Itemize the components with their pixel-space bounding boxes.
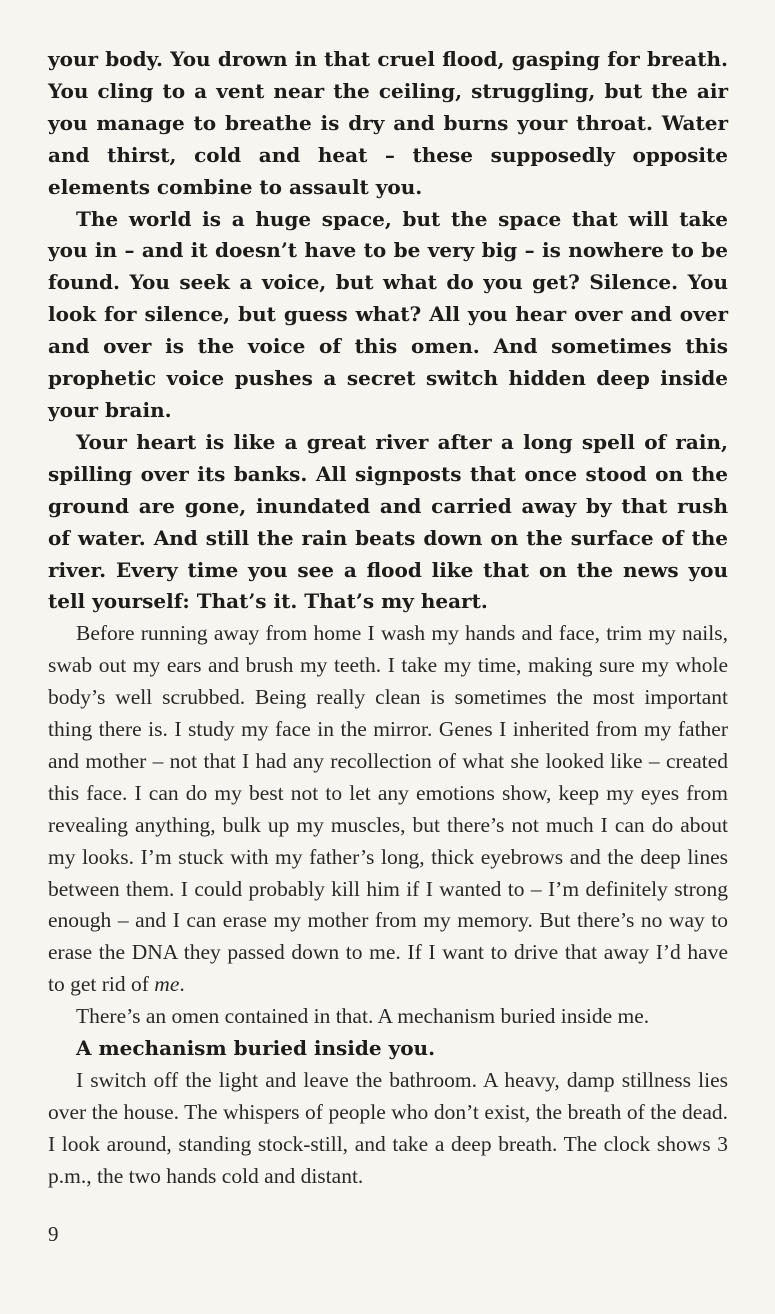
page-body-text <box>48 44 728 1193</box>
page-number: 9 <box>48 1222 59 1246</box>
paragraph-5: There’s an omen contained in that. A mechanism buried inside me. <box>76 1004 650 1029</box>
paragraph-6: A mechanism buried inside you. <box>76 1036 436 1061</box>
italic-word: me <box>154 972 180 997</box>
paragraph-3: Your heart is like a great river after a long spell of rain, spilling over its banks. All signposts that once stood on the ground are gone, inundated and carried away by that rush of water. And still the rain beats down on the surface of the river. Every time you see a flood like that on the news you tell yourself: That’s it. That’s my heart. <box>48 429 728 614</box>
paragraph-1: your body. You drown in that cruel flood, gasping for breath. You cling to a vent near the ceiling, struggling, but the air you manage to breathe is dry and burns your throat. Water and thirst, cold and heat – these supposedly opposite elements combine to assault you. <box>48 47 728 199</box>
paragraph-2: The world is a huge space, but the space that will take you in – and it doesn’t have to be very big – is nowhere to be found. You seek a voice, but what do you get? Silence. You look for silence, but guess what? All you hear over and over and over is the voice of this omen. And sometimes this prophetic voice pushes a secret switch hidden deep inside your brain. <box>48 206 728 422</box>
paragraph-7: I switch off the light and leave the bathroom. A heavy, damp stillness lies over the house. The whispers of people who don’t exist, the breath of the dead. I look around, standing stock-still, and take a deep breath. The clock shows 3 p.m., the two hands cold and distant. <box>48 1068 728 1188</box>
paragraph-4 <box>48 618 728 1001</box>
sentence-end: . <box>179 972 185 997</box>
paragraph-4-text: Before running away from home I wash my hands and face, trim my nails, swab out my ears and brush my teeth. I take my time, making sure my whole body’s well scrubbed. Being really clean is sometimes the most important thing there is. I study my face in the mirror. Genes I inherited from my father and mother – not that I had any recollection of what she looked like – created this face. I can do my best not to let any emotions show, keep my eyes from revealing anything, bulk up my muscles, but there’s not much I can do about my looks. I’m stuck with my father’s long, thick eyebrows and the deep lines between them. I could probably kill him if I wanted to – I’m definitely strong enough – and I can erase my mother from my memory. But there’s no way to erase the DNA they passed down to me. If I want to drive that away I’d have to get rid of <box>48 621 728 997</box>
